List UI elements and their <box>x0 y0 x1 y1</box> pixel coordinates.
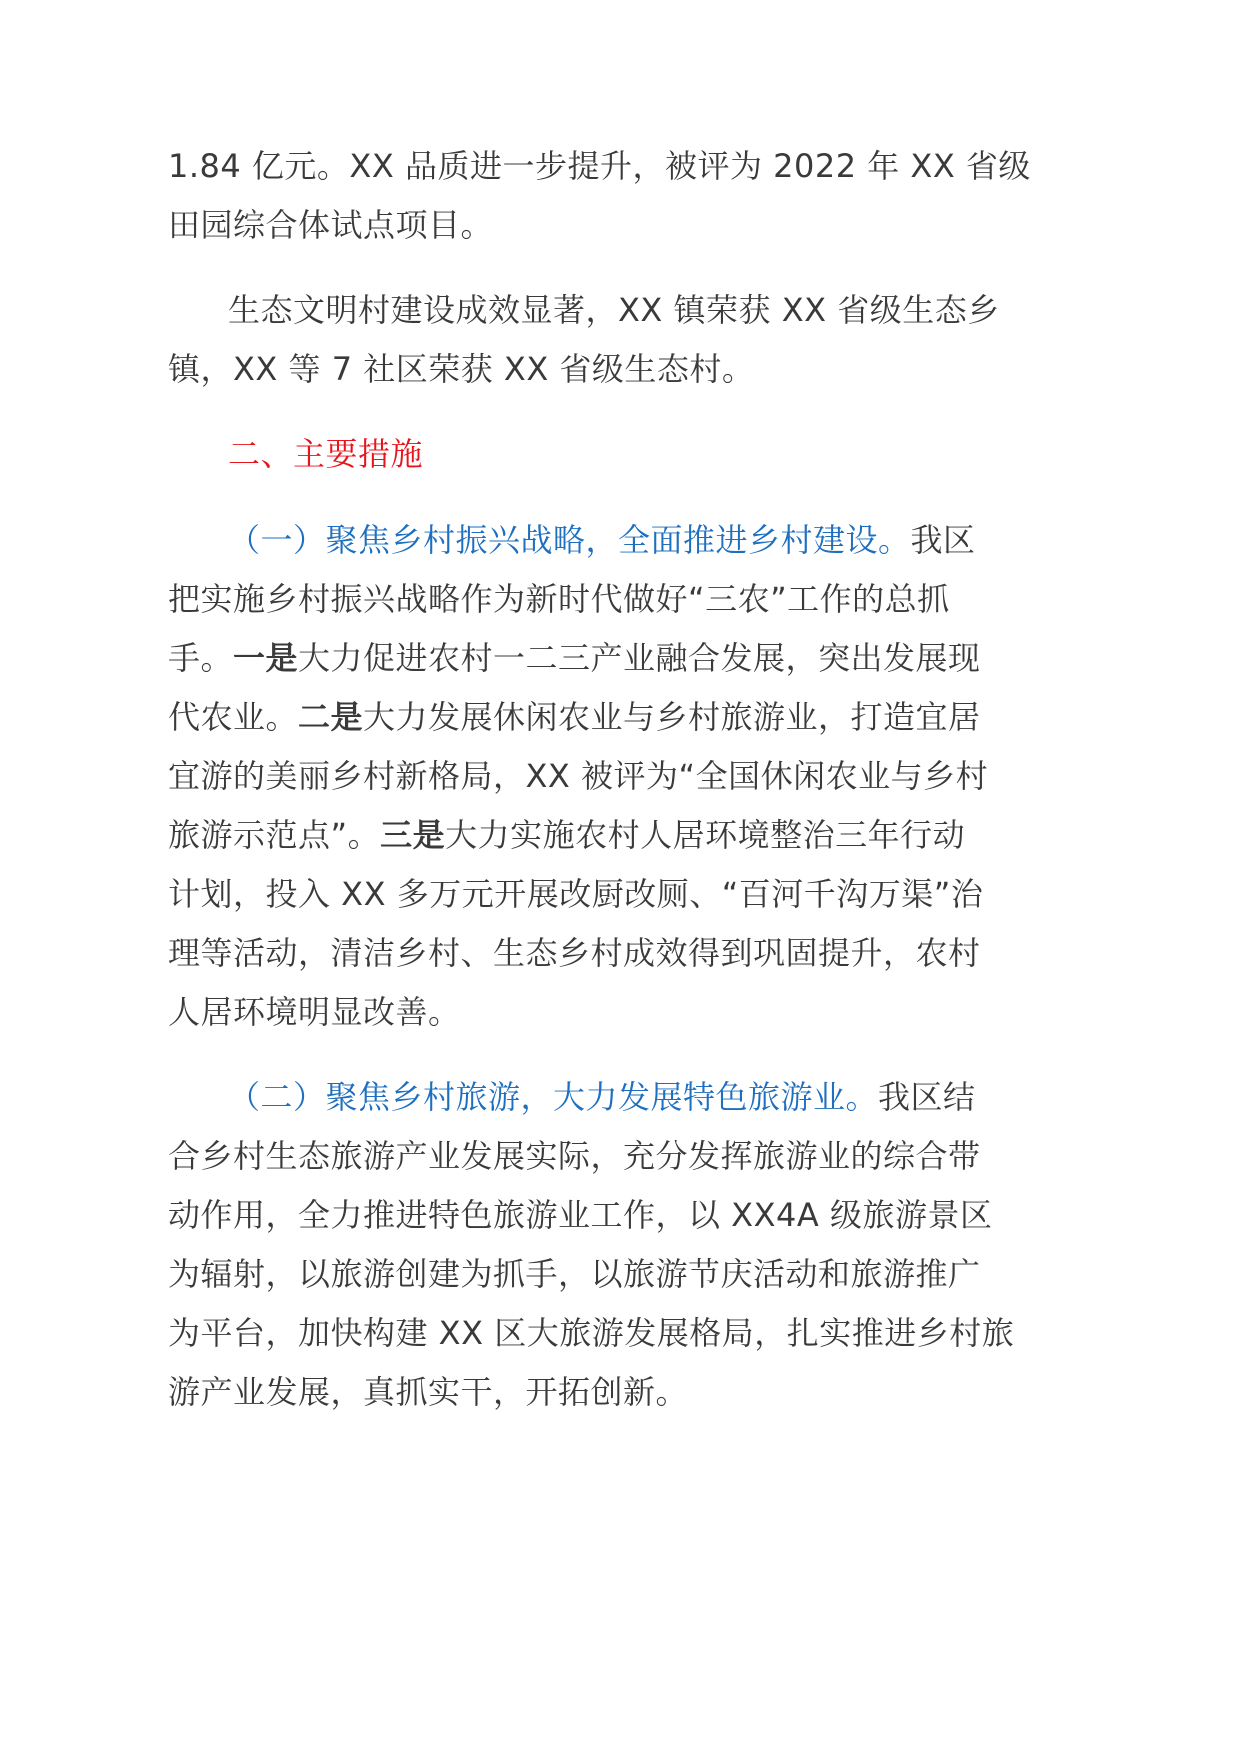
subsection-2-heading: （二）聚焦乡村旅游，大力发展特色旅游业。 <box>228 1078 879 1116</box>
subsection-1-line-7: 计划，投入 XX 多万元开展改厨改厕、“百河千沟万渠”治 <box>168 875 984 913</box>
subsection-2-line-1-tail: 我区结 <box>878 1078 976 1116</box>
subsection-2-line-1 <box>228 1075 976 1119</box>
subsection-1-line-8: 理等活动，清洁乡村、生态乡村成效得到巩固提升，农村 <box>168 934 981 972</box>
paragraph-1-line-2: 田园综合体试点项目。 <box>168 206 494 244</box>
paragraph-1-line-1: 1.84 亿元。XX 品质进一步提升，被评为 2022 年 XX 省级 <box>168 147 1031 185</box>
subsection-2-line-2: 合乡村生态旅游产业发展实际，充分发挥旅游业的综合带 <box>168 1137 981 1175</box>
line-prefix: 手。 <box>168 639 234 677</box>
line-prefix: 代农业。 <box>168 698 299 736</box>
subsection-1-line-2: 把实施乡村振兴战略作为新时代做好“三农”工作的总抓 <box>168 580 950 618</box>
item-1-label: 一是 <box>233 639 299 677</box>
subsection-1-heading: （一）聚焦乡村振兴战略，全面推进乡村建设。 <box>228 521 911 559</box>
section-heading: 二、主要措施 <box>228 435 424 473</box>
subsection-2-line-3: 动作用，全力推进特色旅游业工作，以 XX4A 级旅游景区 <box>168 1196 993 1234</box>
line-tail: 大力发展休闲农业与乡村旅游业，打造宜居 <box>363 698 981 736</box>
subsection-2-line-6: 游产业发展，真抓实干，开拓创新。 <box>168 1373 689 1411</box>
subsection-1-line-4 <box>168 695 981 739</box>
subsection-1-line-9: 人居环境明显改善。 <box>168 993 461 1031</box>
subsection-1-line-1-tail: 我区 <box>910 521 976 559</box>
item-3-label: 三是 <box>380 816 446 854</box>
line-prefix: 旅游示范点”。 <box>168 816 381 854</box>
subsection-2-line-4: 为辐射，以旅游创建为抓手，以旅游节庆活动和旅游推广 <box>168 1255 981 1293</box>
line-tail: 大力实施农村人居环境整治三年行动 <box>445 816 966 854</box>
item-2-label: 二是 <box>298 698 364 736</box>
subsection-1-line-1 <box>228 518 976 562</box>
line-tail: 大力促进农村一二三产业融合发展，突出发展现 <box>298 639 981 677</box>
subsection-1-line-3 <box>168 636 981 680</box>
subsection-1-line-6 <box>168 813 965 857</box>
subsection-1-line-5: 宜游的美丽乡村新格局，XX 被评为“全国休闲农业与乡村 <box>168 757 989 795</box>
subsection-2-line-5: 为平台，加快构建 XX 区大旅游发展格局，扎实推进乡村旅 <box>168 1314 1015 1352</box>
paragraph-2-line-1: 生态文明村建设成效显著，XX 镇荣获 XX 省级生态乡 <box>228 291 1000 329</box>
paragraph-2-line-2: 镇，XX 等 7 社区荣获 XX 省级生态村。 <box>168 350 755 388</box>
